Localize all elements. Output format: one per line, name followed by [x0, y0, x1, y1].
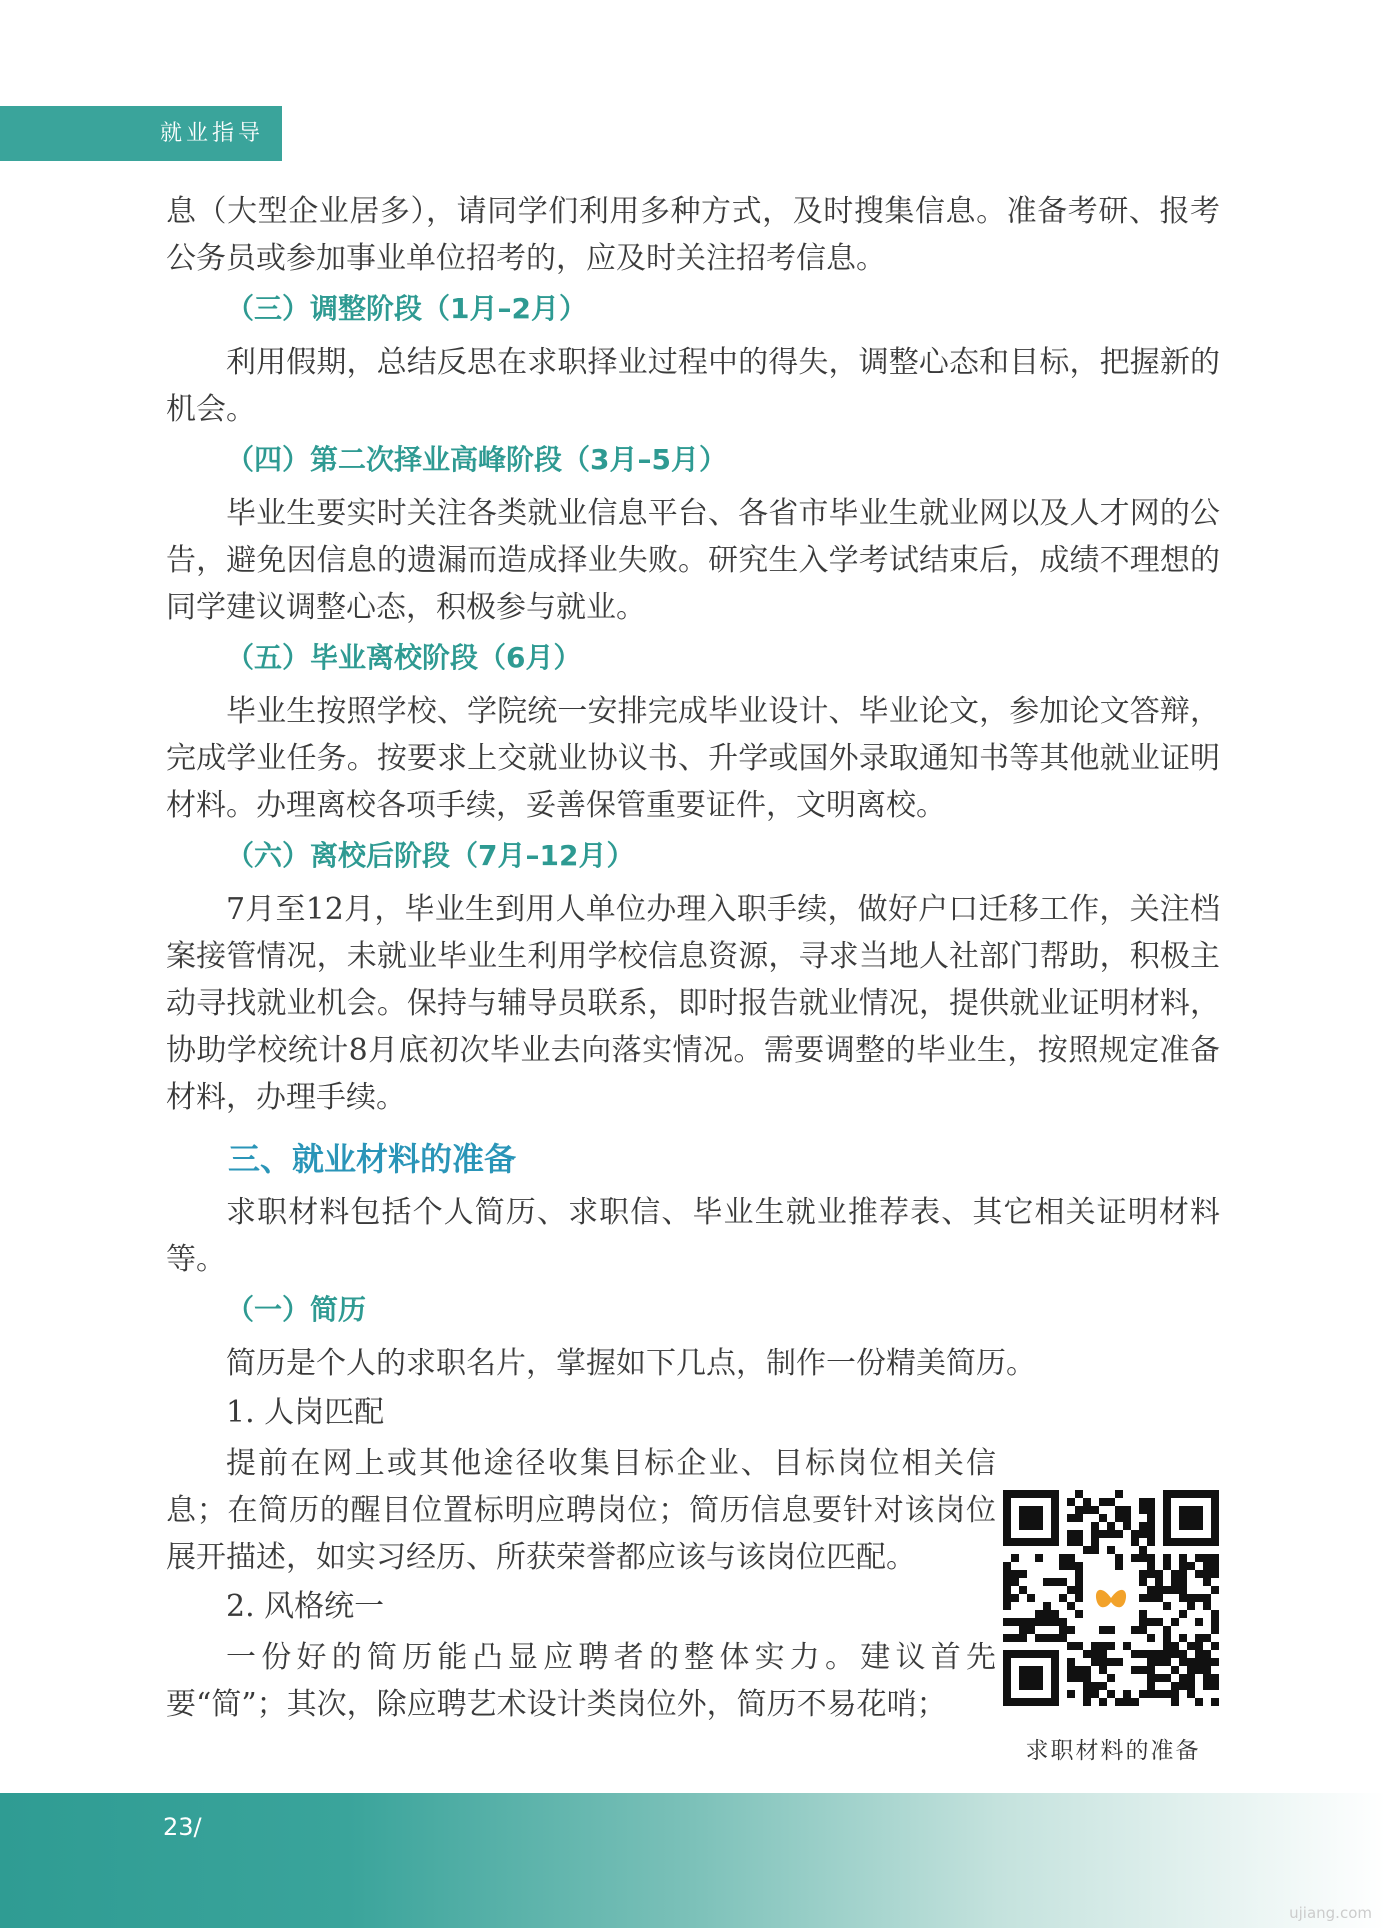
- section-heading-materials: 三、就业材料的准备: [228, 1140, 517, 1178]
- paragraph-intro: 息（大型企业居多），请同学们利用多种方式，及时搜集信息。准备考研、报考公务员或参加事业单位招考的，应及时关注招考信息。: [166, 194, 1220, 276]
- watermark: ujiang.com: [1289, 1904, 1372, 1922]
- qr-caption: 求职材料的准备: [1025, 1738, 1201, 1764]
- header-title: 就业指导: [160, 121, 265, 146]
- subheading-second-peak-stage: （四）第二次择业高峰阶段（3月–5月）: [226, 443, 727, 476]
- paragraph-second-peak-stage: 毕业生要实时关注各类就业信息平台、各省市毕业生就业网以及人才网的公告，避免因信息的遗漏而造成择业失败。研究生入学考试结束后，成绩不理想的同学建议调整心态，积极参与就业。: [166, 496, 1220, 625]
- subheading-graduation-stage: （五）毕业离校阶段（6月）: [226, 641, 582, 674]
- paragraph-materials: 求职材料包括个人简历、求职信、毕业生就业推荐表、其它相关证明材料等。: [166, 1195, 1220, 1277]
- paragraph-consistent-style: 一份好的简历能凸显应聘者的整体实力。建议首先要“简”；其次，除应聘艺术设计类岗位外，简历不易花哨；: [166, 1640, 996, 1722]
- paragraph-resume: 简历是个人的求职名片，掌握如下几点，制作一份精美简历。: [226, 1346, 1036, 1381]
- subheading-post-graduation-stage: （六）离校后阶段（7月–12月）: [226, 839, 635, 872]
- subheading-resume: （一）简历: [226, 1293, 367, 1326]
- list-item-job-match: 1. 人岗匹配: [226, 1395, 385, 1430]
- paragraph-post-graduation-stage: 7月至12月，毕业生到用人单位办理入职手续，做好户口迁移工作，关注档案接管情况，未就业毕业生利用学校信息资源，寻求当地人社部门帮助，积极主动寻找就业机会。保持与辅导员联系，即时报告就业情况，提供就业证明材料，协助学校统计8月底初次毕业去向落实情况。需要调整的毕业生，按照规定准备材料，办理手续。: [166, 892, 1220, 1115]
- qr-code: [1003, 1490, 1219, 1706]
- header-tab: [0, 106, 282, 161]
- list-item-consistent-style: 2. 风格统一: [226, 1589, 385, 1624]
- paragraph-adjustment-stage: 利用假期，总结反思在求职择业过程中的得失，调整心态和目标，把握新的机会。: [166, 345, 1220, 427]
- footer-band: [0, 1793, 1386, 1928]
- page-number: 23/: [163, 1813, 202, 1841]
- paragraph-job-match: 提前在网上或其他途径收集目标企业、目标岗位相关信息；在简历的醒目位置标明应聘岗位；简历信息要针对该岗位展开描述，如实习经历、所获荣誉都应该与该岗位匹配。: [166, 1446, 996, 1575]
- subheading-adjustment-stage: （三）调整阶段（1月–2月）: [226, 292, 587, 325]
- paragraph-graduation-stage: 毕业生按照学校、学院统一安排完成毕业设计、毕业论文，参加论文答辩，完成学业任务。按要求上交就业协议书、升学或国外录取通知书等其他就业证明材料。办理离校各项手续，妥善保管重要证件，文明离校。: [166, 694, 1220, 823]
